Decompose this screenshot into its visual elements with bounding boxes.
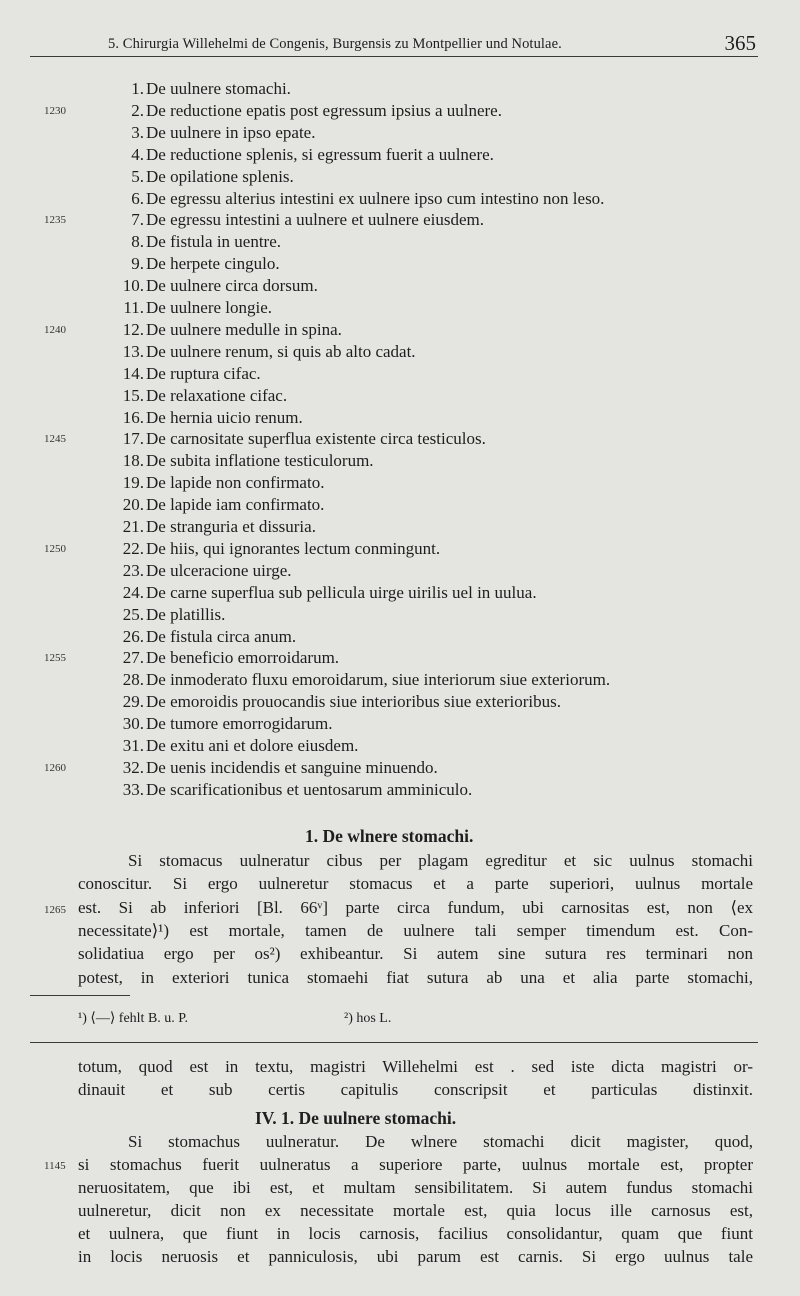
margin-line-number: 1245 bbox=[44, 433, 66, 446]
chapter-number: 8. bbox=[131, 232, 144, 252]
margin-line-number: 1265 bbox=[44, 904, 66, 916]
margin-line-number: 1255 bbox=[44, 652, 66, 665]
page-number: 365 bbox=[724, 31, 756, 55]
chapter-title: De uenis incidendis et sanguine minuendo. bbox=[146, 757, 438, 777]
chapter-number: 28. bbox=[122, 670, 144, 690]
text-line: conoscitur. Si ergo uulneretur stomacus et a parte superiori, uulnus mortale bbox=[78, 874, 753, 894]
chapter-number: 13. bbox=[122, 341, 144, 361]
chapter-number: 31. bbox=[122, 736, 144, 755]
chapter-title: De uulnere stomachi. bbox=[146, 79, 291, 98]
chapter-number: 17. bbox=[122, 429, 144, 449]
chapter-title: De exitu ani et dolore eiusdem. bbox=[146, 736, 359, 755]
chapter-title: De lapide iam confirmato. bbox=[146, 495, 325, 515]
chapter-number: 4. bbox=[131, 144, 144, 164]
chapter-title: De fistula circa anum. bbox=[146, 626, 297, 646]
running-title: 5. Chirurgia Willehelmi de Congenis, Burgensis zu Montpellier und Notulae. bbox=[108, 36, 562, 52]
margin-line-number: 1235 bbox=[44, 214, 66, 227]
chapter-title: De carnositate superflua existente circa testiculos. bbox=[146, 429, 486, 449]
chapter-number: 3. bbox=[131, 122, 144, 142]
text-line: et uulnera, que fiunt in locis carnosis, facilius consolidantur, quam que fiunt bbox=[78, 1224, 753, 1243]
chapter-number: 14. bbox=[122, 363, 144, 383]
chapter-title: De ruptura cifac. bbox=[146, 363, 261, 383]
margin-line-number: 1260 bbox=[44, 761, 66, 774]
chapter-number: 30. bbox=[122, 714, 144, 734]
chapter-number: 12. bbox=[122, 319, 144, 339]
chapter-title: De subita inflatione testiculorum. bbox=[146, 451, 374, 471]
chapter-title: De hernia uicio renum. bbox=[146, 407, 303, 427]
text-line: Si stomacus uulneratur cibus per plagam egreditur et sic uulnus stomachi bbox=[128, 851, 753, 870]
chapter-number: 29. bbox=[122, 692, 144, 712]
chapter-number: 9. bbox=[131, 254, 144, 274]
chapter-title: De egressu intestini a uulnere et uulnere eiusdem. bbox=[146, 210, 484, 230]
chapter-title: De uulnere longie. bbox=[146, 298, 273, 317]
header-rule bbox=[30, 56, 758, 57]
chapter-number: 7. bbox=[131, 210, 144, 230]
text-line: dinauit et sub certis capitulis conscripsit et particulas distinxit. bbox=[78, 1080, 753, 1099]
chapter-number: 18. bbox=[122, 451, 144, 471]
chapter-title: De ulceracione uirge. bbox=[146, 560, 292, 580]
section-divider bbox=[30, 1042, 758, 1043]
text-line: si stomachus fuerit uulneratus a superiore parte, uulnus mortale est, propter bbox=[78, 1155, 753, 1174]
chapter-title: De relaxatione cifac. bbox=[146, 385, 288, 405]
chapter-number: 21. bbox=[122, 517, 144, 536]
chapter-title: De uulnere circa dorsum. bbox=[146, 276, 318, 296]
margin-line-number: 1250 bbox=[44, 542, 66, 555]
chapter-number: 25. bbox=[122, 604, 144, 624]
chapter-number: 19. bbox=[122, 473, 144, 493]
margin-line-number: 1230 bbox=[44, 104, 66, 117]
text-line: solidatiua ergo per os²) exhibeantur. Si autem sine sutura res terminari non bbox=[78, 944, 753, 964]
text-line: neruositatem, que ibi est, et multam sensibilitatem. Si autem fundus stomachi bbox=[78, 1178, 753, 1197]
chapter-title: De hiis, qui ignorantes lectum conmingunt. bbox=[146, 538, 441, 558]
chapter-title: De egressu alterius intestini ex uulnere ipso cum intestino non leso. bbox=[146, 188, 605, 208]
text-line: in locis neruosis et panniculosis, ubi parum est carnis. Si ergo uulnus tale bbox=[78, 1247, 753, 1266]
chapter-title: De carne superflua sub pellicula uirge uirilis uel in uulua. bbox=[146, 582, 537, 602]
section-heading: IV. 1. De uulnere stomachi. bbox=[255, 1108, 457, 1128]
chapter-number: 15. bbox=[122, 385, 144, 405]
text-line: totum, quod est in textu, magistri Willehelmi est . sed iste dicta magistri or- bbox=[78, 1057, 753, 1076]
text-line: necessitate⟩¹) est mortale, tamen de uulnere tali semper timendum est. Con- bbox=[78, 920, 753, 940]
chapter-number: 22. bbox=[122, 538, 144, 558]
chapter-number: 20. bbox=[122, 495, 144, 515]
chapter-number: 16. bbox=[122, 407, 144, 427]
chapter-number: 5. bbox=[131, 166, 144, 186]
chapter-title: De reductione epatis post egressum ipsius a uulnere. bbox=[146, 100, 502, 120]
chapter-title: De platillis. bbox=[146, 604, 226, 624]
chapter-number: 27. bbox=[122, 648, 144, 668]
chapter-number: 1. bbox=[131, 79, 144, 98]
chapter-title: De emoroidis prouocandis siue interioribus siue exterioribus. bbox=[146, 692, 561, 712]
chapter-number: 2. bbox=[131, 100, 144, 120]
chapter-title: De uulnere in ipso epate. bbox=[146, 122, 316, 142]
chapter-title: De opilatione splenis. bbox=[146, 166, 294, 186]
chapter-title: De uulnere renum, si quis ab alto cadat. bbox=[146, 341, 416, 361]
chapter-title: De scarificationibus et uentosarum amminiculo. bbox=[146, 779, 473, 799]
footnote: ¹) ⟨—⟩ fehlt B. u. P. bbox=[78, 1011, 189, 1026]
chapter-title: De stranguria et dissuria. bbox=[146, 517, 316, 536]
chapter-number: 6. bbox=[131, 188, 144, 208]
chapter-title: De tumore emorrogidarum. bbox=[146, 714, 333, 734]
chapter-title: De lapide non confirmato. bbox=[146, 473, 325, 493]
margin-line-number: 1145 bbox=[44, 1160, 66, 1172]
chapter-number: 24. bbox=[122, 582, 144, 602]
chapter-number: 23. bbox=[122, 560, 144, 580]
text-line: est. Si ab inferiori [Bl. 66ᵛ] parte circa fundum, ubi carnositas est, non ⟨ex bbox=[78, 897, 753, 917]
chapter-number: 11. bbox=[123, 298, 144, 317]
footnote-rule bbox=[30, 995, 130, 996]
chapter-title: De inmoderato fluxu emoroidarum, siue interiorum siue exteriorum. bbox=[146, 670, 611, 690]
chapter-number: 26. bbox=[122, 626, 144, 646]
text-line: uulneretur, dicit non ex necessitate mortale est, quia locus ille carnosus est, bbox=[78, 1201, 753, 1220]
text-line: Si stomachus uulneratur. De wlnere stomachi dicit magister, quod, bbox=[128, 1132, 753, 1151]
footnote: ²) hos L. bbox=[344, 1011, 392, 1026]
page-header bbox=[30, 28, 760, 56]
chapter-number: 10. bbox=[122, 276, 144, 296]
chapter-title: De fistula in uentre. bbox=[146, 232, 282, 252]
text-line: potest, in exteriori tunica stomaehi fiat sutura ab una et alia parte stomachi, bbox=[78, 967, 753, 987]
chapter-title: De herpete cingulo. bbox=[146, 254, 280, 274]
section-heading: 1. De wlnere stomachi. bbox=[305, 826, 474, 846]
chapter-number: 33. bbox=[122, 779, 144, 799]
chapter-title: De reductione splenis, si egressum fuerit a uulnere. bbox=[146, 144, 494, 164]
chapter-number: 32. bbox=[122, 757, 144, 777]
margin-line-number: 1240 bbox=[44, 323, 66, 336]
chapter-title: De uulnere medulle in spina. bbox=[146, 319, 342, 339]
chapter-title: De beneficio emorroidarum. bbox=[146, 648, 340, 668]
